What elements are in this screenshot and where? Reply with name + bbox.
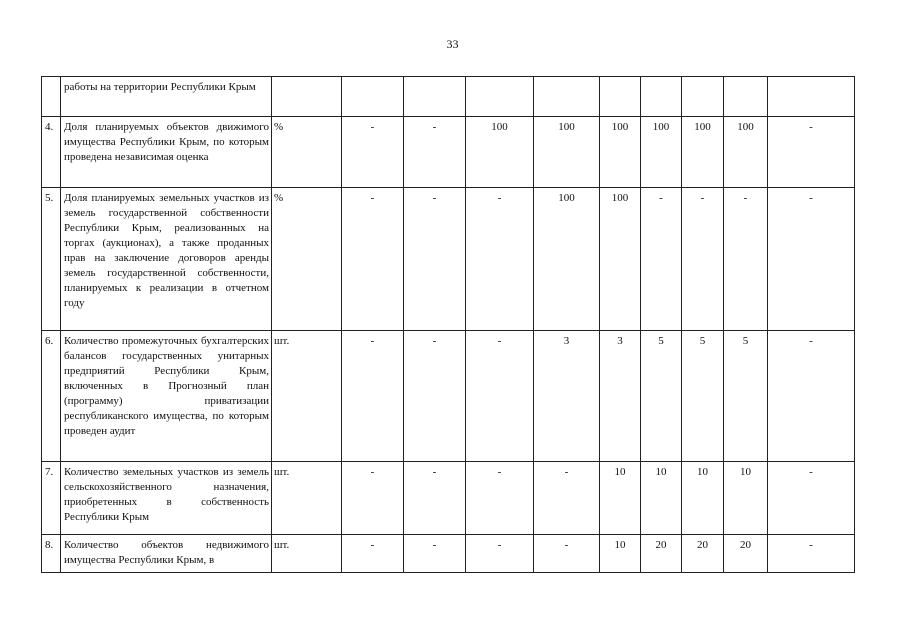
value-cell: 5 — [682, 331, 724, 462]
value-cell: - — [404, 462, 466, 535]
table-row — [42, 535, 855, 573]
value-cell: - — [534, 535, 600, 573]
unit-of-measure: % — [272, 188, 342, 331]
value-cell: 100 — [534, 117, 600, 188]
value-cell — [600, 77, 641, 117]
value-cell: 5 — [724, 331, 768, 462]
row-number: 8. — [42, 535, 61, 573]
value-cell: - — [641, 188, 682, 331]
value-cell: 100 — [600, 188, 641, 331]
value-cell: - — [342, 462, 404, 535]
value-cell: - — [534, 462, 600, 535]
value-cell: - — [466, 188, 534, 331]
value-cell: 10 — [641, 462, 682, 535]
value-cell: 10 — [682, 462, 724, 535]
table-row — [42, 331, 855, 462]
value-cell — [404, 77, 466, 117]
table-body — [42, 77, 855, 573]
value-cell: 100 — [600, 117, 641, 188]
value-cell — [724, 77, 768, 117]
unit-of-measure: шт. — [272, 535, 342, 573]
unit-of-measure: шт. — [272, 462, 342, 535]
row-number: 7. — [42, 462, 61, 535]
value-cell: 20 — [641, 535, 682, 573]
value-cell: - — [466, 331, 534, 462]
value-cell: - — [342, 331, 404, 462]
value-cell: - — [342, 117, 404, 188]
indicator-description: Количество объектов недвижимого имущества Республики Крым, в — [61, 535, 272, 573]
value-cell: - — [404, 535, 466, 573]
value-cell: - — [724, 188, 768, 331]
value-cell: - — [768, 117, 855, 188]
value-cell: - — [404, 117, 466, 188]
value-cell: - — [342, 535, 404, 573]
unit-of-measure: % — [272, 117, 342, 188]
indicator-description: Количество промежуточных бухгалтерских балансов государственных унитарных предприятий Республики Крым, включенных в Прогнозный план (программу) приватизации республиканского имущества, по которым проведен аудит — [61, 331, 272, 462]
value-cell: 10 — [600, 462, 641, 535]
indicators-table — [41, 76, 855, 573]
row-number — [42, 77, 61, 117]
value-cell: 100 — [641, 117, 682, 188]
value-cell — [466, 77, 534, 117]
table-row — [42, 462, 855, 535]
table-row — [42, 188, 855, 331]
value-cell: 100 — [534, 188, 600, 331]
value-cell — [682, 77, 724, 117]
value-cell — [641, 77, 682, 117]
value-cell: 100 — [682, 117, 724, 188]
value-cell: - — [404, 331, 466, 462]
value-cell: - — [682, 188, 724, 331]
value-cell: - — [768, 462, 855, 535]
value-cell: 10 — [600, 535, 641, 573]
value-cell: - — [466, 462, 534, 535]
value-cell: 100 — [724, 117, 768, 188]
value-cell: - — [342, 188, 404, 331]
table-row — [42, 77, 855, 117]
value-cell: - — [466, 535, 534, 573]
indicator-description: Доля планируемых земельных участков из земель государственной собственности Республики Крым, реализованных на торгах (аукционах), а также проданных прав на заключение договоров аренды земель государственной собственности, планируемых к реализации в отчетном году — [61, 188, 272, 331]
value-cell: - — [768, 188, 855, 331]
table-row — [42, 117, 855, 188]
row-number: 4. — [42, 117, 61, 188]
value-cell: 100 — [466, 117, 534, 188]
value-cell — [768, 77, 855, 117]
row-number: 5. — [42, 188, 61, 331]
value-cell: - — [404, 188, 466, 331]
value-cell: - — [768, 331, 855, 462]
value-cell: 20 — [682, 535, 724, 573]
value-cell: 5 — [641, 331, 682, 462]
value-cell: - — [768, 535, 855, 573]
page-number: 33 — [446, 37, 459, 51]
value-cell: 10 — [724, 462, 768, 535]
value-cell: 3 — [534, 331, 600, 462]
unit-of-measure — [272, 77, 342, 117]
value-cell — [342, 77, 404, 117]
row-number: 6. — [42, 331, 61, 462]
value-cell: 3 — [600, 331, 641, 462]
value-cell — [534, 77, 600, 117]
indicator-description: Количество земельных участков из земель сельскохозяйственного назначения, приобретенных в собственность Республики Крым — [61, 462, 272, 535]
indicator-description: Доля планируемых объектов движимого имущества Республики Крым, по которым проведена независимая оценка — [61, 117, 272, 188]
indicator-description: работы на территории Республики Крым — [61, 77, 272, 117]
value-cell: 20 — [724, 535, 768, 573]
unit-of-measure: шт. — [272, 331, 342, 462]
